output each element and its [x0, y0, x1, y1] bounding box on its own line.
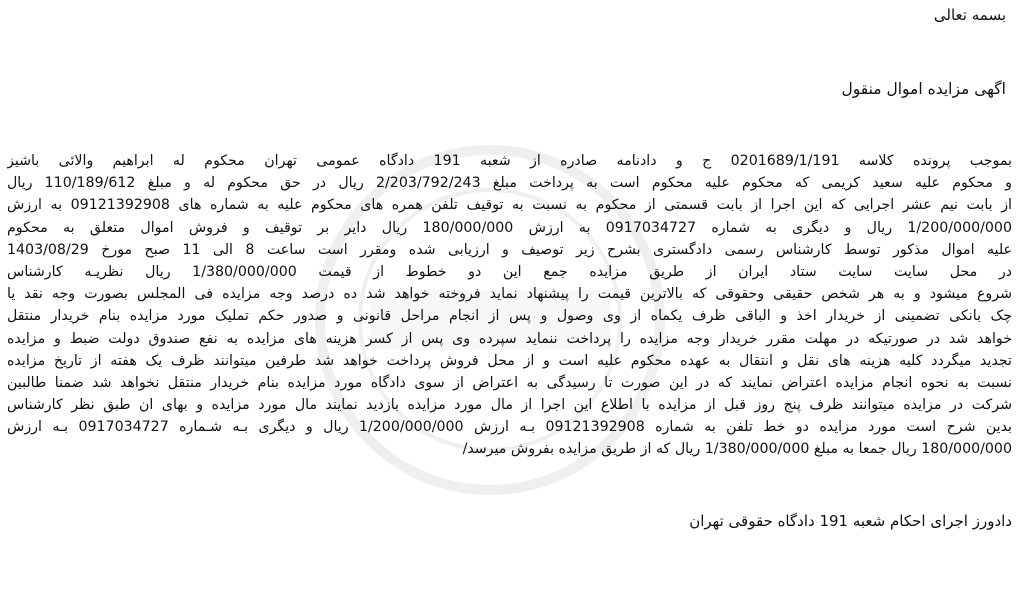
body-line: 1/200/000/000 ریال و دیگری به شماره 0917034727 به ارزش 180/000/000 ریال دایر بر توقیف و فروش اموال متعلق به محکوم — [7, 219, 1012, 236]
invocation-heading: بسمه تعالی — [933, 6, 1006, 24]
body-line: و محکوم علیه سعید کریمی که محکوم علیه محکوم است به پرداخت مبلغ 2/203/792/243 ریال در حق محکوم له و مبلغ 110/189/612 ریال — [7, 175, 1012, 192]
body-line: چک بانکی تضمینی از خریدار اخذ و الباقی ظرف یکماه از وی وصول و پس از انجام مراحل قانونی و صدور حکم تملیک مورد مزایده بنام خریدار منتقل — [7, 308, 1012, 325]
body-line: شرکت در مزایده میتوانند ظرف پنج روز قبل از مزایده با اطلاع این اجرا از مال مورد مزایده بازدید نمایند مال مورد مزایده و بهای ان طبق نظر کارشناس — [7, 397, 1012, 414]
body-line: شروع میشود و به هر شخص حقیقی وحقوقی که بالاترین قیمت را پیشنهاد نماید فروخته خواهد شد ده درصد وجه مزایده فی المجلس بصورت وجه نقد یا — [7, 286, 1012, 303]
notice-body — [7, 150, 1012, 461]
signature-line: دادورز اجرای احکام شعبه 191 دادگاه حقوقی تهران — [689, 512, 1012, 530]
body-line: بدین شرح است مورد مزایده دو خط تلفن به شماره 0912139290‌8 بـه ارزش 1/200/000/000 ریال و دیگری بـه شـماره 0917034727 بـه ارزش — [7, 419, 1012, 436]
body-line: در محل سایت سایت ستاد ایران از طریق مزایده جمع این دو خطوط از قیمت 1/380/000/000 ریال نظریـه کارشناس — [7, 263, 1012, 280]
body-line: نسبت به نحوه انجام مزایده اعتراض نمایند که در این صورت تا رسیدگی به اعتراض از سوی دادگاه مورد مزایده بنام خریدار منتقل نخواهد شد ضمنا طالبین — [7, 374, 1012, 391]
body-line: تجدید میگردد کلیه هزینه های نقل و انتقال به عهده محکوم علیه است و از محل فروش پرداخت خواهد شد طرفین میتوانند ظرف یک هفته از تاریخ مزایده — [7, 352, 1012, 369]
body-line: خواهد شد در صورتیکه در مهلت مقرر خریدار وجه مزایده را پرداخت ننماید سپرده وی پس از کسر هزینه های مزایده به نفع صندوق دولت ضبط و مزایده — [7, 330, 1012, 347]
body-line: 180/000/000 ریال جمعا به مبلغ 1/380/000/000 ریال که از طریق مزایده بفروش میرسد/ — [462, 441, 1012, 458]
notice-title: اگهی مزایده اموال منقول — [841, 80, 1006, 98]
body-line: از بابت نیم عشر اجرایی که این اجرا از بابت قسمتی از محکوم به نسبت به توقیف تلفن همره های محکوم علیه به شماره های 0912139290‌8 به ارزش — [7, 197, 1012, 214]
body-line: بموجب پرونده کلاسه 0201689/1/191 ج و دادنامه صادره از شعبه 191 دادگاه عمومی تهران محکوم له ابراهیم والائی باشیز — [7, 153, 1012, 169]
body-line: علیه اموال مذکور توسط کارشناس رسمی دادگستری بشرح زیر توصیف و ارزیابی شده ومقرر است ساعت 8 الی 11 صبح مورخ 1403/08/29 — [7, 241, 1012, 258]
